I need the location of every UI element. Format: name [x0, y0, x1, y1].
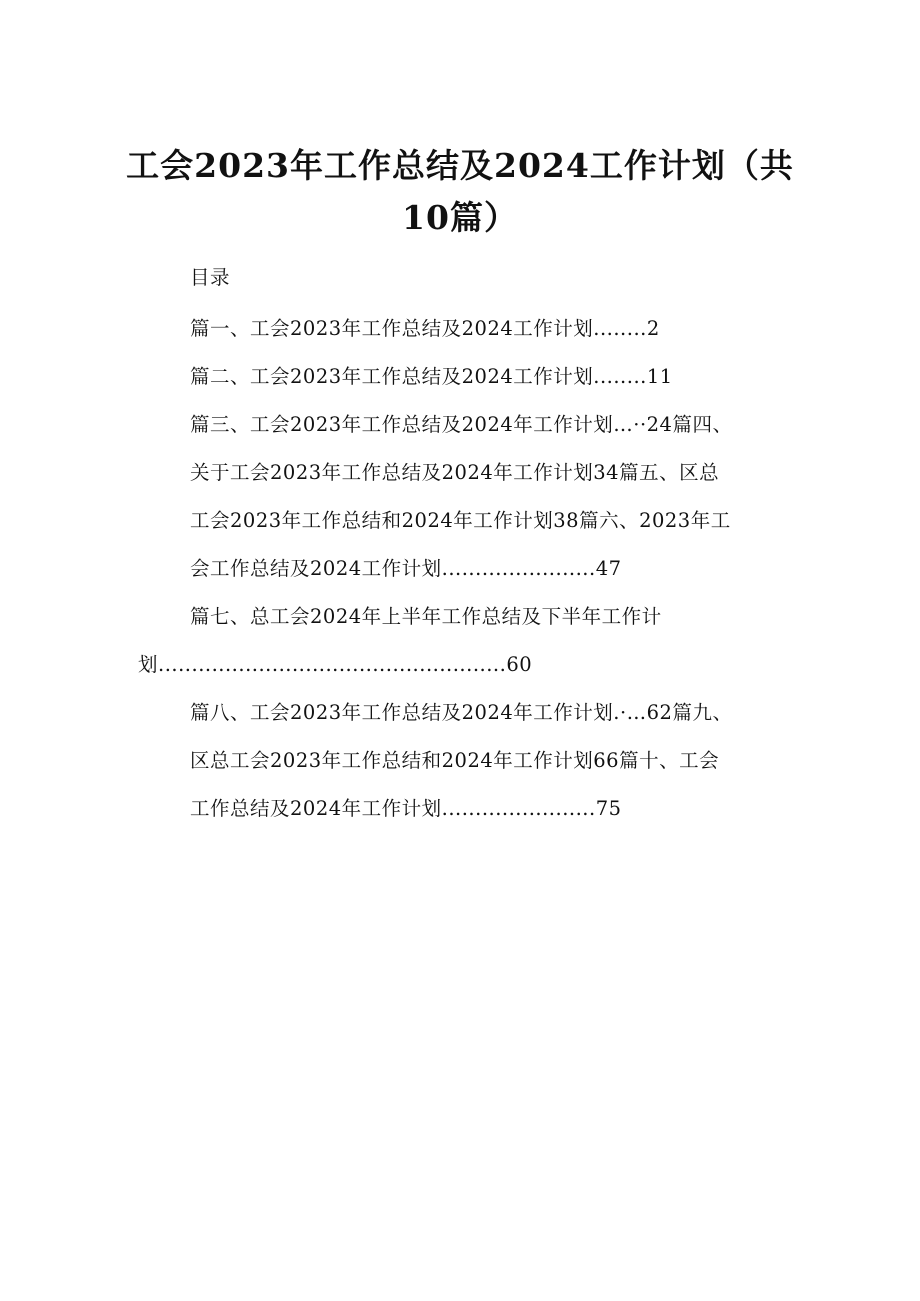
toc-line[interactable]: 篇一、工会2023年工作总结及2024工作计划........2 [190, 317, 660, 340]
toc-line[interactable]: 关于工会2023年工作总结及2024年工作计划34篇五、区总 [190, 461, 720, 484]
toc-line[interactable]: 划....................................................60 [138, 653, 533, 676]
toc-line[interactable]: 篇二、工会2023年工作总结及2024工作计划........11 [190, 365, 673, 388]
toc-heading: 目录 [190, 266, 231, 289]
toc-line[interactable]: 会工作总结及2024工作计划.......................47 [190, 557, 622, 580]
document-title-line-2: 10篇） [402, 198, 518, 237]
toc-line[interactable]: 篇八、工会2023年工作总结及2024年工作计划.·…62篇九、 [190, 701, 733, 724]
document-title-line-1: 工会2023年工作总结及2024工作计划（共 [126, 146, 794, 185]
toc-line[interactable]: 篇七、总工会2024年上半年工作总结及下半年工作计 [190, 605, 662, 628]
toc-line[interactable]: 工会2023年工作总结和2024年工作计划38篇六、2023年工 [190, 509, 731, 532]
toc-line[interactable]: 区总工会2023年工作总结和2024年工作计划66篇十、工会 [190, 749, 720, 772]
toc-line[interactable]: 篇三、工会2023年工作总结及2024年工作计划…··24篇四、 [190, 413, 733, 436]
toc-line[interactable]: 工作总结及2024年工作计划.......................75 [190, 797, 622, 820]
